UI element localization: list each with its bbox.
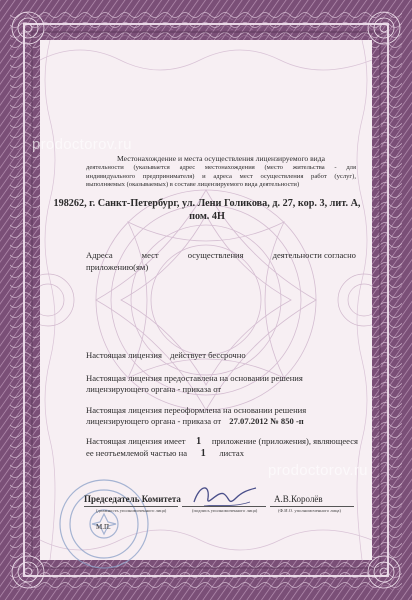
places-word: мест (141, 250, 159, 260)
places-word: осуществления (187, 250, 244, 260)
signature-caption: (подпись уполномоченного лица) (192, 508, 258, 513)
basis-line-1: Настоящая лицензия предоставлена на основании решения (86, 373, 303, 383)
basis-block (86, 373, 356, 395)
name-rule (270, 506, 354, 507)
header-block (86, 154, 356, 164)
header-detail (86, 164, 356, 181)
validity-label: Настоящая лицензия (86, 350, 162, 360)
annex-text: листах (219, 448, 245, 458)
address-line-1: 198262, г. Санкт-Петербург, ул. Лени Голикова, д. 27, кор. 3, лит. А, (53, 198, 361, 209)
header-line: индивидуального предпринимателя) и адреса мест осуществления работ (услуг), (86, 172, 356, 180)
reissued-line-2 (86, 416, 366, 427)
position-rule (84, 506, 178, 507)
watermark-top: prodoctorov.ru (32, 136, 132, 153)
annex-line-1 (86, 436, 366, 447)
seal-place: М.П. (96, 523, 111, 531)
header-line: деятельности (указывается адрес местонахождения (место жительства - для (86, 164, 356, 171)
places-line-1 (86, 250, 356, 261)
basis-line-2: лицензирующего органа - приказа от (86, 384, 222, 394)
reissued-line-1: Настоящая лицензия переоформлена на основании решения (86, 405, 307, 415)
position-caption: (должность уполномоченного лица) (96, 508, 167, 513)
annex-count: 1 (196, 436, 202, 447)
annex-text: Настоящая лицензия имеет (86, 436, 186, 446)
annex-pages: 1 (200, 448, 206, 459)
header-line: выполняемых (оказываемых) в составе лицензируемого вида деятельности) (86, 181, 300, 188)
header-line: Местонахождение и места осуществления лицензируемого вида (116, 154, 325, 163)
header-last (86, 181, 356, 190)
signature-rule (182, 506, 266, 507)
annex-line-2 (86, 448, 366, 459)
reissued-block (86, 405, 366, 427)
validity-line (86, 350, 246, 361)
signatory-name: А.В.Королёв (274, 494, 323, 504)
annex-text: приложение (приложения), являющееся (211, 436, 358, 446)
places-word: Адреса (86, 250, 113, 260)
name-caption: (Ф.И.О. уполномоченного лица) (278, 508, 341, 513)
address-block (46, 197, 368, 223)
address-line-2: пом. 4Н (189, 211, 225, 222)
signatory-position: Председатель Комитета (84, 494, 181, 504)
watermark-bottom: prodoctorov.ru (268, 462, 368, 479)
reissued-label: лицензирующего органа - приказа от (86, 416, 222, 426)
places-word: деятельности согласно (272, 250, 356, 260)
validity-value: действует бессрочно (170, 350, 246, 360)
places-line-2: приложению(ям) (86, 262, 149, 272)
annex-text: ее неотъемлемой частью на (86, 448, 188, 458)
reissued-order: 27.07.2012 № 850 -п (229, 416, 304, 426)
